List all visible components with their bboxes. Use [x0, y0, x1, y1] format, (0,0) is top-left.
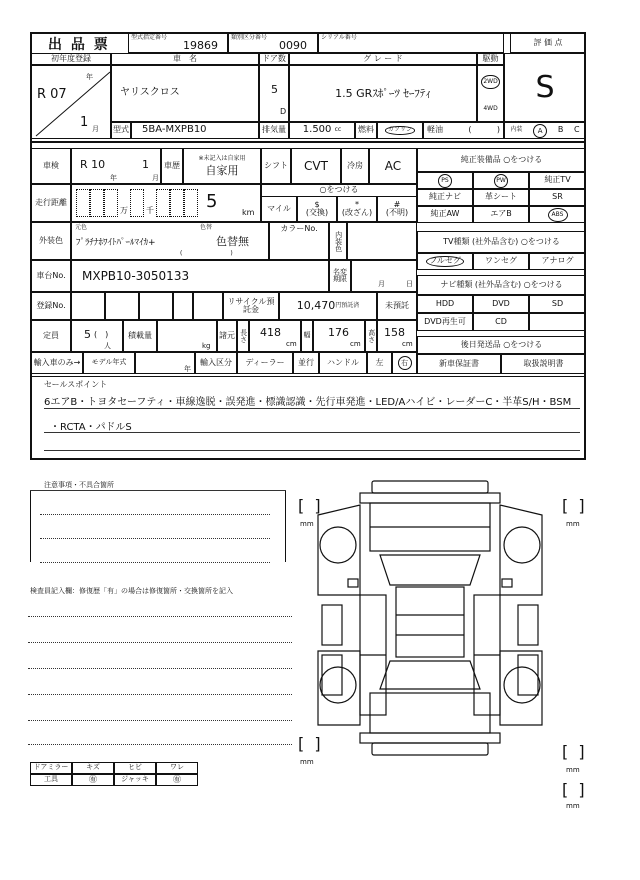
fuel-label: 燃料	[355, 122, 377, 139]
inspector-line	[28, 720, 292, 721]
regno-seg	[71, 292, 105, 320]
mm-tr: mm	[566, 520, 580, 528]
nav-hdd: HDD	[417, 295, 473, 313]
displacement-label: 排気量	[259, 122, 289, 139]
color-box	[71, 222, 269, 260]
interior-label: 内装	[510, 126, 523, 134]
shaken-era: R 10	[80, 158, 106, 171]
score-letter: S	[535, 69, 555, 105]
regno-label: 登録No.	[31, 292, 71, 320]
history-value: 自家用	[205, 163, 239, 177]
sales-label: セールスポイント	[44, 380, 108, 389]
bt-tools: 工具	[30, 774, 72, 786]
type-no-box	[128, 33, 228, 53]
door-box	[259, 65, 289, 122]
equip-tv: 純正TV	[529, 172, 586, 189]
bt-header-break: ワレ	[156, 762, 198, 774]
name-change-box	[351, 260, 417, 292]
color-change-label: 色替	[200, 224, 213, 231]
inspector-line	[28, 668, 292, 669]
bracket-tr: [ ]	[562, 496, 585, 515]
circle-note: ○をつける	[261, 184, 417, 196]
bt-header-crack: ヒビ	[114, 762, 156, 774]
equip-abs: ABS	[548, 208, 568, 222]
shaken-box	[71, 148, 161, 184]
sales-underline	[44, 432, 580, 433]
sales-underline	[44, 408, 580, 409]
interior-c: C	[574, 125, 580, 135]
inspector-line	[28, 744, 292, 745]
tamper-label: (改ざん)	[341, 208, 373, 217]
width-value: 176	[328, 326, 349, 339]
class-no-box	[228, 33, 318, 53]
dim-label: 諸元	[217, 320, 237, 352]
drive-label: 駆動	[477, 53, 504, 65]
width-label: 幅	[301, 320, 313, 352]
mm-br: mm	[566, 766, 580, 774]
door-label: ドア数	[259, 53, 289, 65]
drive-4wd: 4WD	[483, 105, 498, 113]
capacity-person: 人	[104, 342, 111, 350]
recycle-not: 未預託	[377, 292, 417, 320]
nav-sd: SD	[529, 295, 586, 313]
load-label: 積載量	[123, 320, 157, 352]
model-label: 型式	[111, 122, 131, 139]
recycle-box	[279, 292, 377, 320]
tamper-cell	[337, 196, 377, 222]
caution-line	[40, 562, 270, 563]
equip-sr: SR	[529, 189, 586, 206]
color-change-paren: ( )	[180, 250, 233, 257]
bt-tools-yes: ㊒	[72, 774, 114, 786]
nav-title: ナビ種類 (社外品含む) ○をつける	[417, 275, 586, 295]
score-value	[504, 53, 586, 122]
class-no-label: 類別区分番号	[231, 34, 268, 41]
height-value: 158	[384, 326, 405, 339]
equip-pw-cell	[473, 172, 529, 189]
bt-header-mirror: ドアミラー	[30, 762, 72, 774]
handle-right-cell	[392, 352, 417, 374]
sales-underline	[44, 450, 580, 451]
cd: CD	[473, 313, 529, 331]
load-box	[157, 320, 217, 352]
equipment-title: 純正装備品 ○をつける	[417, 148, 586, 172]
mileage-digit	[90, 189, 104, 217]
equip-abs-cell	[529, 206, 586, 223]
length-label: 長さ	[237, 320, 249, 352]
interior-color-label: 内装色	[329, 222, 347, 260]
tv-title: TV種類 (社外品含む) ○をつける	[417, 231, 586, 253]
first-reg-month-unit: 月	[92, 125, 99, 133]
mm-bl: mm	[300, 758, 314, 766]
tv-full: フルセグ	[426, 256, 464, 267]
color-change-value: 色替無	[216, 235, 249, 248]
length-cm: cm	[286, 340, 297, 348]
recycle-label: リサイクル預託金	[223, 292, 279, 320]
height-label: 高さ	[365, 320, 377, 352]
ac-value: AC	[369, 148, 417, 184]
shaken-month: 1	[142, 158, 149, 171]
caution-line	[40, 538, 270, 539]
caution-frame-top	[30, 490, 286, 491]
after-title: 後日発送品 ○をつける	[417, 336, 586, 354]
equip-pw: PW	[494, 174, 508, 188]
load-kg: kg	[202, 342, 211, 350]
mileage-man: 万	[120, 206, 128, 215]
chassis-label: 車台No.	[31, 260, 71, 292]
width-cm: cm	[350, 340, 361, 348]
inspector-line	[28, 694, 292, 695]
name-change-label: 名変期限	[329, 260, 351, 292]
handle-label: ハンドル	[319, 352, 367, 374]
inspector-label: 検査員記入欄：修復歴「有」の場合は修復箇所・交換箇所を記入	[30, 587, 233, 595]
tv-one: ワンセグ	[473, 253, 529, 270]
mm-tl: mm	[300, 520, 314, 528]
unknown-label: (不明)	[385, 208, 409, 217]
car-name-label: 車 名	[111, 53, 259, 65]
dvd-play: DVD再生可	[417, 313, 473, 331]
sheet-title: 出 品 票	[48, 37, 110, 53]
inspector-line	[28, 642, 292, 643]
mileage-digit	[156, 189, 170, 217]
caution-frame	[30, 490, 286, 562]
handle-right: 右	[398, 356, 412, 370]
history-box	[183, 148, 261, 184]
equip-navi: 純正ナビ	[417, 189, 473, 206]
mileage-value: 5	[206, 191, 218, 212]
grade-label: グ レ ー ド	[289, 53, 477, 65]
tv-analog: アナログ	[529, 253, 586, 270]
mileage-digit	[104, 189, 118, 217]
capacity-box	[71, 320, 123, 352]
color-value: ﾌﾟﾗﾁﾅﾎﾜｲﾄﾊﾟｰﾙﾏｲｶ+	[76, 238, 156, 248]
equip-ps: PS	[438, 174, 452, 188]
mileage-sen: 千	[146, 206, 154, 215]
mileage-km: km	[242, 208, 255, 217]
fuel-diesel: 軽油	[427, 125, 443, 135]
score-label: 評 価 点	[510, 33, 586, 53]
unknown-symbol: #	[393, 199, 401, 209]
shaken-label: 車検	[31, 148, 71, 184]
width-box	[313, 320, 365, 352]
mileage-label: 走行距離	[31, 184, 71, 222]
import-label: 輸入車のみ→	[31, 352, 83, 374]
after-manual: 取扱説明書	[501, 354, 586, 374]
exchange-cell	[297, 196, 337, 222]
recycle-unit: 円預託済	[335, 301, 360, 309]
sales-line-1: 6エアB・トヨタセーフティ・車線逸脱・誤発進・標識認識・先行車発進・LED/Aハイビ・レーダーC・半革S/H・BSM	[44, 397, 572, 408]
length-value: 418	[260, 326, 281, 339]
equip-aw: 純正AW	[417, 206, 473, 223]
cc-unit: cc	[334, 126, 342, 134]
import-type-label: 輸入区分	[195, 352, 237, 374]
car-name-value: ヤリスクロス	[111, 65, 259, 122]
height-box	[377, 320, 417, 352]
parallel: 並行	[293, 352, 319, 374]
exchange-symbol: $	[314, 199, 320, 209]
regno-seg	[105, 292, 139, 320]
fuel-diesel-cell	[423, 122, 504, 139]
ac-label: 冷房	[341, 148, 369, 184]
tamper-symbol: *	[355, 199, 359, 209]
handle-left: 左	[367, 352, 392, 374]
capacity-label: 定員	[31, 320, 71, 352]
first-reg-year-unit: 年	[86, 73, 93, 81]
capacity-value: 5	[84, 328, 91, 341]
regno-seg	[139, 292, 173, 320]
origcolor-label: 元色	[75, 224, 88, 231]
class-no-value: 0090	[279, 39, 307, 52]
serial-box	[318, 33, 504, 53]
name-change-day: 日	[406, 280, 413, 288]
equip-airbag: エアB	[473, 206, 529, 223]
shaken-year-unit: 年	[110, 174, 117, 182]
mileage-digit	[170, 189, 184, 217]
colorno-label: カラーNo.	[269, 222, 329, 260]
interior-b: B	[557, 125, 564, 135]
name-change-month: 月	[378, 280, 385, 288]
mileage-box	[71, 184, 261, 222]
regno-seg	[193, 292, 223, 320]
cd-blank	[529, 313, 586, 331]
first-reg-label: 初年度登録	[31, 53, 111, 65]
bracket-bl: [ ]	[298, 734, 321, 753]
bracket-tl: [ ]	[298, 496, 321, 515]
fuel-paren-open: (	[468, 125, 472, 135]
interior-cell	[504, 122, 586, 139]
drive-2wd: 2WD	[481, 75, 499, 90]
exchange-label: (交換)	[305, 208, 329, 217]
bt-header-scratch: キズ	[72, 762, 114, 774]
shift-value: CVT	[291, 148, 341, 184]
interior-color-value	[347, 222, 417, 260]
equip-ps-cell	[417, 172, 473, 189]
caution-line	[40, 514, 270, 515]
fuel-gas-cell	[377, 122, 423, 139]
displacement-box	[289, 122, 355, 139]
capacity-paren: ( )	[94, 330, 109, 339]
mileage-digit	[184, 189, 198, 217]
mm-br2: mm	[566, 802, 580, 810]
history-note: ※未記入は自家用	[198, 154, 246, 162]
bracket-br2: [ ]	[562, 780, 585, 799]
regno-seg	[173, 292, 193, 320]
recycle-value: 10,470	[296, 299, 336, 313]
diagonal-line	[32, 66, 112, 140]
tv-full-cell	[417, 253, 473, 270]
door-value: 5	[271, 83, 278, 96]
door-type: D	[280, 107, 287, 116]
first-reg-era: R 07	[37, 87, 67, 102]
nav-dvd: DVD	[473, 295, 529, 313]
height-cm: cm	[402, 340, 413, 348]
history-label: 車歴	[161, 148, 183, 184]
type-no-label: 型式指定番号	[131, 34, 168, 41]
car-diagram	[300, 475, 560, 765]
chassis-value: MXPB10-3050133	[71, 260, 329, 292]
displacement-value: 1.500	[302, 124, 332, 136]
first-reg-box	[31, 65, 111, 139]
type-no-value: 19869	[183, 39, 218, 52]
mile-label: マイル	[261, 196, 297, 222]
after-warranty: 新車保証書	[417, 354, 501, 374]
length-box	[249, 320, 301, 352]
mileage-digit	[130, 189, 144, 217]
fuel-paren-close: )	[496, 125, 500, 135]
interior-a: A	[533, 124, 547, 138]
bracket-br: [ ]	[562, 742, 585, 761]
grade-value: 1.5 GRｽﾎﾟｰﾂ ｾｰﾌﾃｨ	[289, 65, 477, 122]
bt-jack-yes: ㊒	[156, 774, 198, 786]
fuel-gas: ガソリン	[385, 126, 415, 135]
sales-divider	[30, 376, 586, 377]
caution-label: 注意事項・不具合箇所	[44, 481, 114, 489]
section-divider	[30, 141, 586, 143]
sales-line-2: ・RCTA・パドルS	[50, 422, 132, 433]
mileage-digit	[76, 189, 90, 217]
model-year-unit: 年	[135, 352, 195, 374]
serial-label: シリアル番号	[321, 34, 357, 41]
equip-leather: 革シート	[473, 189, 529, 206]
drive-box	[477, 65, 504, 122]
dealer: ディーラー	[237, 352, 293, 374]
model-value: 5BA-MXPB10	[131, 122, 259, 139]
shaken-month-unit: 月	[152, 174, 159, 182]
shift-label: シフト	[261, 148, 291, 184]
first-reg-month: 1	[80, 115, 89, 130]
bt-jack: ジャッキ	[114, 774, 156, 786]
inspector-line	[28, 616, 292, 617]
color-label: 外装色	[31, 222, 71, 260]
unknown-cell	[377, 196, 417, 222]
model-year-label: モデル年式	[83, 352, 135, 374]
